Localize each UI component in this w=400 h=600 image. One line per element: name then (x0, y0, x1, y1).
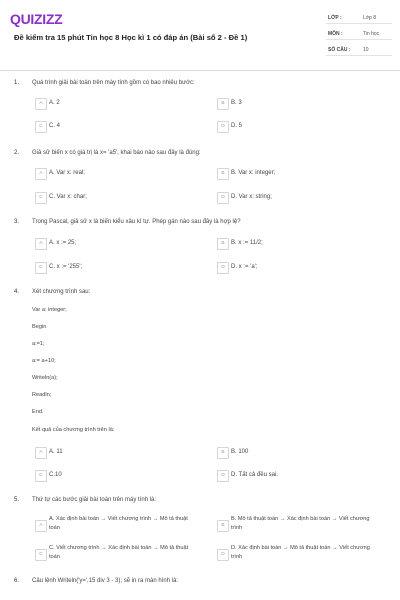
question-number: 6. (14, 578, 20, 584)
option-letter: C (35, 192, 47, 204)
worksheet-header (0, 0, 400, 71)
meta-value: Tin học (363, 31, 380, 37)
option-letter: A (35, 168, 47, 180)
question-text: Quá trình giải bài toán trên máy tính gồm có bao nhiêu bước: (32, 80, 195, 86)
code-line: a:= a+10; (32, 358, 56, 364)
code-line: Writeln(a); (32, 375, 58, 381)
divider (326, 23, 392, 24)
option-letter: A (35, 520, 47, 532)
option-letter: D (217, 470, 229, 482)
quizizz-logo: QUIZIZZ (10, 11, 63, 27)
meta-value: 10 (363, 47, 369, 53)
question-number: 3. (14, 219, 20, 225)
code-line: a:=1; (32, 341, 45, 347)
page-title: Đề kiểm tra 15 phút Tin học 8 Học kì 1 có đáp án (Bài số 2 - Đề 1) (14, 33, 248, 42)
option-text: B. Mô tả thuật toán → Xác định bài toán → Viết chương trình (231, 516, 370, 531)
code-line: End. (32, 409, 44, 415)
option-letter: C (35, 470, 47, 482)
meta-label: MÔN : (328, 31, 343, 37)
option-text: B. 3 (231, 100, 242, 106)
option-text: D. Xác định bài toán → Mô tả thuật toán → Viết chương trình (231, 545, 370, 560)
question-number: 2. (14, 150, 20, 156)
question-text: Giả sử biến x có giá trị là x= 'a5', khai báo nào sau đây là đúng: (32, 150, 201, 156)
option-text: C.10 (49, 472, 62, 478)
meta-class (326, 10, 392, 24)
question-number: 4. (14, 289, 20, 295)
question-text: Xét chương trình sau: (32, 289, 91, 295)
option-letter: C (35, 262, 47, 274)
option-text: A. Var x: real; (49, 170, 85, 176)
option-text: B. 100 (231, 449, 249, 455)
option-text: D. 5 (231, 123, 243, 129)
code-line: Begin (32, 324, 47, 330)
option-text: A. 2 (49, 100, 60, 106)
question-text: Trong Pascal, giả sử x là biến kiểu xâu kí tự. Phép gán nào sau đây là hợp lệ? (32, 219, 241, 225)
option-letter: B (217, 98, 229, 110)
option-text: C. 4 (49, 123, 61, 129)
option-letter: D (217, 192, 229, 204)
divider (326, 55, 392, 56)
meta-label: LỚP : (328, 15, 342, 21)
divider (326, 39, 392, 40)
option-text: B. x := 11/2; (231, 240, 263, 246)
option-text: D. x := 'a'; (231, 264, 258, 270)
option-letter: D (217, 262, 229, 274)
option-letter: D (217, 121, 229, 133)
option-letter: B (217, 168, 229, 180)
question-number: 1. (14, 80, 20, 86)
option-text: C. x := '255'; (49, 264, 83, 270)
option-letter: B (217, 520, 229, 532)
option-text: A. 11 (49, 449, 63, 455)
meta-question-count (326, 42, 392, 56)
option-letter: A (35, 238, 47, 250)
question-text: Thứ tự các bước giải bài toán trên máy tính là: (32, 497, 157, 503)
meta-value: Lớp 8 (363, 15, 377, 21)
question-followup-text: Kết quả của chương trình trên là: (32, 427, 115, 433)
option-letter: B (217, 238, 229, 250)
meta-label: SỐ CÂU : (328, 47, 351, 53)
meta-subject (326, 26, 392, 40)
option-letter: C (35, 549, 47, 561)
option-letter: B (217, 447, 229, 459)
code-line: Var a: integer; (32, 307, 67, 313)
option-text: D. Tất cả đều sai. (231, 472, 278, 478)
option-letter: D (217, 549, 229, 561)
option-text: B. Var x: integer; (231, 170, 276, 176)
question-number: 5. (14, 497, 20, 503)
option-letter: C (35, 121, 47, 133)
option-text: A. x := 25; (49, 240, 77, 246)
question-text: Câu lệnh Writeln('y=',15 div 3 - 3); sẽ in ra màn hình là: (32, 578, 179, 584)
option-letter: A (35, 447, 47, 459)
option-text: C. Var x: char; (49, 194, 87, 200)
option-text: A. Xác định bài toán → Viết chương trình → Mô tả thuật toán (49, 516, 188, 531)
option-letter: A (35, 98, 47, 110)
option-text: C. Viết chương trình → Xác định bài toán → Mô tả thuật toán (49, 545, 189, 560)
option-text: D. Var x: string; (231, 194, 272, 200)
code-line: Readln; (32, 392, 52, 398)
